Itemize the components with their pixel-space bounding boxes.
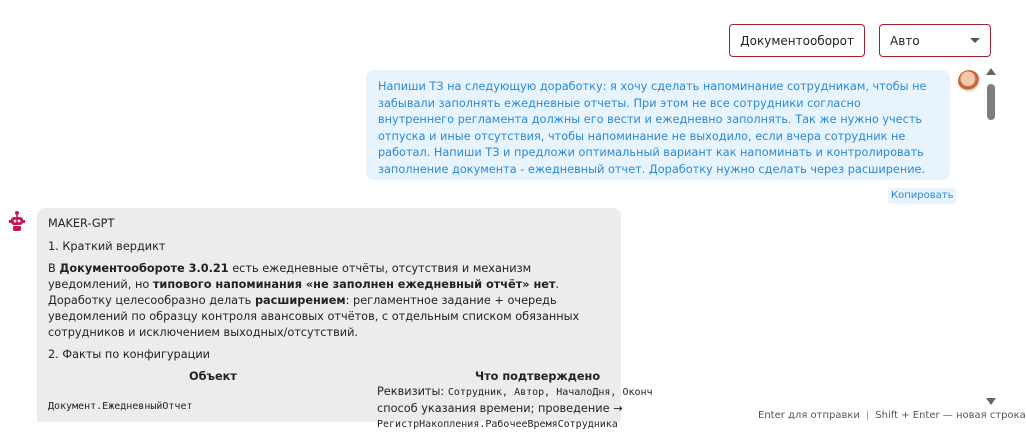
user-avatar [958, 70, 980, 92]
mode-select[interactable] [879, 24, 991, 57]
copy-button[interactable]: Копировать [888, 188, 956, 204]
hint-newline: Shift + Enter — новая строка [875, 410, 1026, 421]
section-heading-facts: 2. Факты по конфигурации [48, 348, 211, 361]
chevron-down-icon [970, 38, 980, 43]
input-hint: Enter для отправки | Shift + Enter — новая строка [758, 410, 1026, 421]
user-message [366, 70, 950, 180]
table-cell-confirmed: Реквизиты: Сотрудник, Автор, НачалоДня, Оконч способ указания времени; проведение → РегистрНакопления.РабочееВремяСотрудника [377, 385, 653, 430]
top-controls [729, 24, 991, 57]
verdict-paragraph: В Документообороте 3.0.21 есть ежедневные отчёты, отсутствия и механизм уведомлений, но типового напоминания «не заполнен ежедневный отчёт» нет. Доработку целесообразно делать расширением: регламентное задание + очередь уведомлений по образцу контроля авансовых отчётов, с отдельным списком обязанных сотрудников и исключением выходных/отсутствий. [48, 262, 580, 339]
context-button[interactable]: Документооборот [729, 24, 865, 57]
user-message-text: Напиши ТЗ на следующую доработку: я хочу сделать напоминание сотрудникам, чтобы не забывали заполнять ежедневные отчеты. При этом не все сотрудники согласно внутреннего регламента должны его вести и ежедневно заполнять. Так же нужно учесть отпуска и иные отсутствия, чтобы напоминание не выходило, если вчера сотрудник не работал. Напиши ТЗ и предложи оптимальный вариант как напоминать и контролировать заполнение документа - ежедневный отчет. Доработку нужно сделать через расширение. [378, 80, 927, 176]
mode-select-value: Авто [890, 33, 920, 48]
scroll-up-arrow[interactable] [986, 68, 996, 75]
facts-table [48, 369, 653, 439]
table-header-object: Объект [189, 370, 237, 383]
scroll-down-arrow[interactable] [986, 398, 996, 405]
bot-avatar-icon [8, 210, 26, 232]
scrollbar-thumb[interactable] [987, 84, 995, 120]
bot-message [37, 208, 653, 430]
bot-name: MAKER-GPT [48, 217, 115, 230]
section-heading-verdict: 1. Краткий вердикт [48, 240, 166, 253]
table-cell-object: Документ.ЕжедневныйОтчет [48, 401, 193, 412]
hint-send: Enter для отправки [758, 410, 860, 421]
table-header-confirmed: Что подтверждено [475, 370, 601, 383]
